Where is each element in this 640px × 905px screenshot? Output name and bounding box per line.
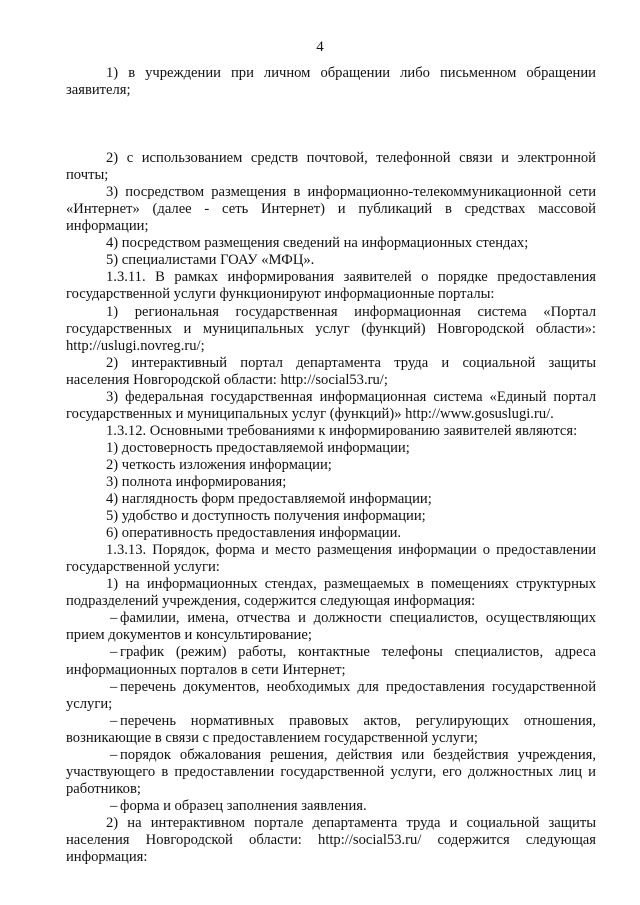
- dash-item-text: перечень документов, необходимых для предоставления государственной услуги;: [66, 678, 596, 712]
- dash-list-item: [66, 713, 596, 747]
- dash-marker: –: [110, 610, 118, 627]
- paragraph: 4) посредством размещения сведений на информационных стендах;: [106, 235, 529, 252]
- dash-marker: –: [110, 746, 118, 763]
- dash-item-text: порядок обжалования решения, действия или бездействия учреждения, участвующего в предоставлении государственной услуги, его должностных лиц и работников;: [66, 746, 596, 797]
- paragraph: 1.3.11. В рамках информирования заявителей о порядке предоставления государственной услуги функционируют информационные порталы:: [66, 269, 596, 303]
- dash-item-text: перечень нормативных правовых актов, регулирующих отношения, возникающие в связи с предоставлением государственной услуги;: [66, 712, 596, 746]
- paragraph: 3) посредством размещения в информационно-телекоммуникационной сети «Интернет» (далее - сеть Интернет) и публикаций в средствах массовой информации;: [66, 184, 596, 235]
- dash-marker: –: [110, 644, 118, 661]
- page-number: 4: [316, 39, 324, 55]
- dash-marker: –: [110, 797, 118, 814]
- list-item: 6) оперативность предоставления информации.: [106, 525, 402, 542]
- dash-list-item: [66, 798, 596, 815]
- paragraph: 1) региональная государственная информационная система «Портал государственных и муниципальных услуг (функций) Новгородской области»: http://uslugi.novreg.ru/;: [66, 303, 596, 354]
- list-item: 3) полнота информирования;: [106, 473, 287, 490]
- paragraph: 2) с использованием средств почтовой, телефонной связи и электронной почты;: [66, 150, 596, 184]
- dash-list-item: [66, 679, 596, 713]
- dash-marker: –: [110, 678, 118, 695]
- list-item: 1) достоверность предоставляемой информации;: [106, 439, 410, 456]
- list-item: 2) четкость изложения информации;: [106, 456, 332, 473]
- dash-marker: –: [110, 712, 118, 729]
- paragraph: 1) на информационных стендах, размещаемых в помещениях структурных подразделений учреждения, содержится следующая информация:: [66, 576, 596, 610]
- list-item: 5) удобство и доступность получения информации;: [106, 508, 426, 525]
- dash-list-item: [66, 747, 596, 798]
- paragraph: 3) федеральная государственная информационная система «Единый портал государственных и муниципальных услуг (функций)» http://www.gosuslugi.ru/.: [66, 388, 596, 422]
- paragraph: 5) специалистами ГОАУ «МФЦ».: [106, 252, 315, 269]
- list-item: 4) наглядность форм предоставляемой информации;: [106, 491, 432, 508]
- paragraph: 1) в учреждении при личном обращении либо письменном обращении заявителя;: [66, 65, 596, 99]
- paragraph: 1.3.12. Основными требованиями к информированию заявителей являются:: [106, 422, 578, 439]
- dash-item-text: график (режим) работы, контактные телефоны специалистов, адреса информационных порталов в сети Интернет;: [66, 644, 596, 678]
- paragraph: 2) интерактивный портал департамента труда и социальной защиты населения Новгородской области: http://social53.ru/;: [66, 354, 596, 388]
- paragraph: 1.3.13. Порядок, форма и место размещения информации о предоставлении государственной услуги:: [66, 542, 596, 576]
- dash-list-item: [66, 610, 596, 644]
- paragraph: 2) на интерактивном портале департамента труда и социальной защиты населения Новгородской области: http://social53.ru/ содержится следующая информация:: [66, 814, 596, 866]
- dash-list-item: [66, 644, 596, 678]
- dash-item-text: форма и образец заполнения заявления.: [120, 797, 367, 814]
- dash-item-text: фамилии, имена, отчества и должности специалистов, осуществляющих прием документов и консультирование;: [66, 610, 596, 644]
- document-body: [66, 65, 596, 866]
